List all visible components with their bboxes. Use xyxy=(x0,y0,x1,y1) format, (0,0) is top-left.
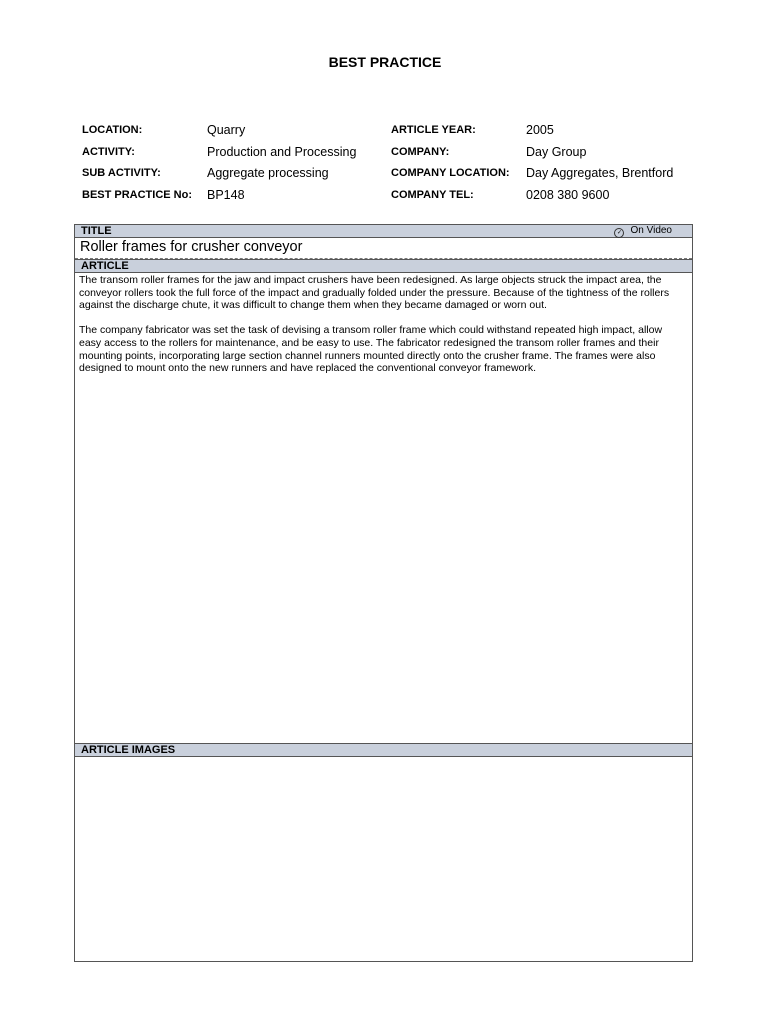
company-tel-value: 0208 380 9600 xyxy=(526,188,610,203)
company-value: Day Group xyxy=(526,144,587,159)
article-paragraph-1: The transom roller frames for the jaw and impact crushers have been redesigned. As large objects struck the impact area, the conveyor rollers took the full force of the impact and gradually folded under the pressure. Because of the tightness of the rollers against the discharge chute, it was difficult to change them when they became damaged or worn out. xyxy=(79,274,670,312)
sub-activity-label: SUB ACTIVITY: xyxy=(82,167,161,180)
video-checkbox-icon[interactable]: ✓ xyxy=(614,228,624,238)
company-label: COMPANY: xyxy=(391,145,450,158)
info-row-2 xyxy=(82,142,702,164)
location-value: Quarry xyxy=(207,123,246,137)
title-section-header xyxy=(75,225,692,238)
location-label: LOCATION: xyxy=(82,124,143,136)
info-row-4 xyxy=(82,185,702,207)
company-location-value: Day Aggregates, Brentford xyxy=(526,166,674,181)
company-location-label: COMPANY LOCATION: xyxy=(391,167,510,180)
article-section-header: ARTICLE xyxy=(75,259,692,273)
article-images-header: ARTICLE IMAGES xyxy=(75,743,692,757)
best-practice-no-label: BEST PRACTICE No: xyxy=(82,189,192,202)
info-row-1 xyxy=(82,120,702,142)
article-year-label: ARTICLE YEAR: xyxy=(391,124,476,136)
article-paragraph-2: The company fabricator was set the task of devising a transom roller frame which could withstand repeated high impact, allow easy access to the rollers for maintenance, and be easy to use. The fabricator redesigned the transom roller frames and their mounting points, incorporating large section channel runners mounted directly onto the crusher frame. The frames were also designed to mount onto the new runners and have replaced the conventional conveyor framework. xyxy=(79,324,663,375)
article-body xyxy=(79,274,684,387)
activity-label: ACTIVITY: xyxy=(82,145,135,158)
on-video-toggle[interactable] xyxy=(614,225,672,238)
page-title: BEST PRACTICE xyxy=(328,54,442,70)
title-section-label: TITLE xyxy=(81,225,112,237)
info-row-3 xyxy=(82,163,702,185)
info-grid xyxy=(82,120,702,207)
best-practice-no-value: BP148 xyxy=(207,188,245,203)
article-year-value: 2005 xyxy=(526,123,554,137)
article-title: Roller frames for crusher conveyor xyxy=(80,239,303,255)
on-video-label: On Video xyxy=(630,225,672,236)
company-tel-label: COMPANY TEL: xyxy=(391,189,474,202)
content-box xyxy=(74,224,693,962)
sub-activity-value: Aggregate processing xyxy=(207,166,329,181)
activity-value: Production and Processing xyxy=(207,144,357,159)
